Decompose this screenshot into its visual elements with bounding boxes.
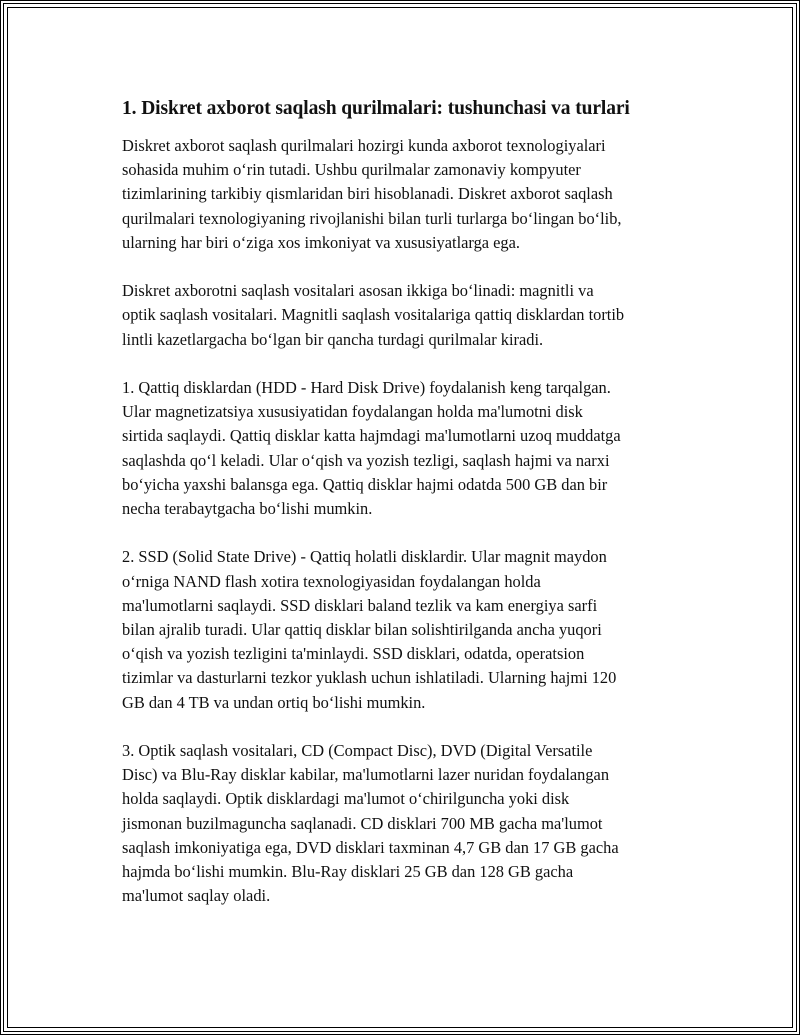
text-line: tizimlarining tarkibiy qismlaridan biri hisoblanadi. Diskret axborot saqlash <box>122 184 613 204</box>
document-body <box>122 96 702 933</box>
text-line: lintli kazetlargacha bo‘lgan bir qancha turdagi qurilmalar kiradi. <box>122 329 544 349</box>
text-line: saqlash imkoniyatiga ega, DVD disklari taxminan 4,7 GB dan 17 GB gacha <box>122 837 619 857</box>
text-line: hajmda bo‘lishi mumkin. Blu-Ray disklari 25 GB dan 128 GB gacha <box>122 862 574 882</box>
text-line: 1. Qattiq disklardan (HDD - Hard Disk Drive) foydalanish keng tarqalgan. <box>122 378 611 397</box>
paragraph-intro <box>122 134 702 255</box>
text-line: bilan ajralib turadi. Ular qattiq disklar bilan solishtirilganda ancha yuqori <box>122 620 602 640</box>
text-line: jismonan buzilmaguncha saqlanadi. CD disklari 700 MB gacha ma'lumot <box>122 813 603 833</box>
text-line: sohasida muhim o‘rin tutadi. Ushbu qurilmalar zamonaviy kompyuter <box>122 160 581 180</box>
text-line: necha terabaytgacha bo‘lishi mumkin. <box>122 499 373 519</box>
text-line: GB dan 4 TB va undan ortiq bo‘lishi mumkin. <box>122 692 426 712</box>
text-line: Diskret axborot saqlash qurilmalari hozirgi kunda axborot texnologiyalari <box>122 136 606 155</box>
text-line: sirtida saqlaydi. Qattiq disklar katta hajmdagi ma'lumotlarni uzoq muddatga <box>122 426 621 446</box>
text-line: Diskret axborotni saqlash vositalari asosan ikkiga bo‘linadi: magnitli va <box>122 281 594 301</box>
text-line: 2. SSD (Solid State Drive) - Qattiq holatli disklardir. Ular magnit maydon <box>122 547 607 567</box>
text-line: Disc) va Blu-Ray disklar kabilar, ma'lumotlarni lazer nuridan foydalangan <box>122 765 610 785</box>
text-line: Ular magnetizatsiya xususiyatidan foydalangan holda ma'lumotni disk <box>122 402 583 422</box>
text-line: optik saqlash vositalari. Magnitli saqlash vositalariga qattiq disklardan tortib <box>122 305 625 325</box>
text-line: 3. Optik saqlash vositalari, CD (Compact Disc), DVD (Digital Versatile <box>122 741 593 761</box>
text-line: o‘qish va yozish tezligini ta'minlaydi. SSD disklari, odatda, operatsion <box>122 644 585 664</box>
text-line: saqlashda qo‘l keladi. Ular o‘qish va yozish tezligi, saqlash hajmi va narxi <box>122 450 610 470</box>
text-line: holda saqlaydi. Optik disklardagi ma'lumot o‘chirilguncha yoki disk <box>122 789 570 809</box>
text-line: bo‘yicha yaxshi balansga ega. Qattiq disklar hajmi odatda 500 GB dan bir <box>122 474 608 494</box>
text-line: ma'lumotlarni saqlaydi. SSD disklari baland tezlik va kam energiya sarfi <box>122 595 598 615</box>
paragraph-optical <box>122 739 702 908</box>
paragraph-ssd <box>122 545 702 714</box>
paragraph-types <box>122 279 702 352</box>
text-line: ma'lumot saqlay oladi. <box>122 886 271 906</box>
text-line: qurilmalari texnologiyaning rivojlanishi bilan turli turlarga bo‘lingan bo‘lib, <box>122 208 622 228</box>
section-heading: 1. Diskret axborot saqlash qurilmalari: tushunchasi va turlari <box>122 98 630 119</box>
text-line: ularning har biri o‘ziga xos imkoniyat va xususiyatlarga ega. <box>122 232 520 252</box>
text-line: o‘rniga NAND flash xotira texnologiyasidan foydalangan holda <box>122 571 541 591</box>
paragraph-hdd <box>122 376 702 521</box>
text-line: tizimlar va dasturlarni tezkor yuklash uchun ishlatiladi. Ularning hajmi 120 <box>122 668 617 688</box>
